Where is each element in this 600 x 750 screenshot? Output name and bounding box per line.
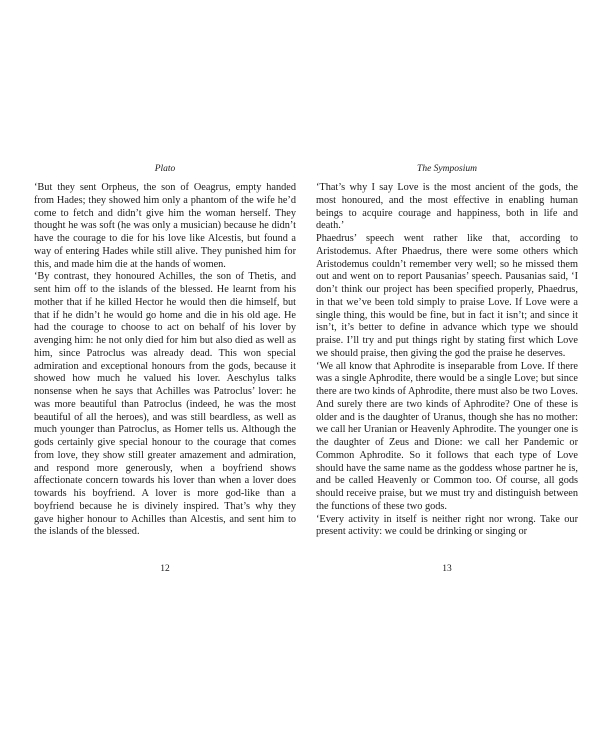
left-page-body	[34, 182, 296, 539]
page-number-right: 13	[442, 564, 452, 574]
page-number-left: 12	[160, 564, 170, 574]
paragraph: Phaedrus’ speech went rather like that, according to Aristodemus. After Phaedrus, there were some others which Aristodemus couldn’t remember very well; so he missed them out and went on to report Pausanias’ speech. Pausanias said, ‘I don’t think our project has been specified properly, Phaedrus, in that we’ve been told simply to praise Love. If Love were a single thing, this would be fine, but in fact it isn’t; and since it isn’t, it’s better to define in advance which type we should praise. I’ll try and put things right by stating first which Love we should praise, then giving the god the praise he deserves.	[316, 233, 578, 359]
running-head-left: Plato	[154, 164, 176, 174]
paragraph: ‘That’s why I say Love is the most ancient of the gods, the most honoured, and the most effective in enabling human beings to acquire courage and happiness, both in life and death.’	[316, 182, 578, 232]
left-page	[34, 0, 296, 750]
right-page-body	[316, 182, 578, 539]
paragraph: ‘Every activity in itself is neither right nor wrong. Take our present activity: we could be drinking or singing or	[316, 513, 578, 538]
paragraph: ‘By contrast, they honoured Achilles, the son of Thetis, and sent him off to the islands of the blessed. He learnt from his mother that if he killed Hector he would then die himself, but that if he didn’t he would go home and die in his old age. He had the courage to choose to act on behalf of his lover by avenging him: he not only died for him but also died as well as him, since Patroclus was already dead. This won special admiration and exceptional honours from the gods, because it showed how much he valued his lover. Aeschylus talks nonsense when he says that Achilles was Patroclus’ lover: he was more beautiful than Patroclus (indeed, he was the most beautiful of all the heroes), and was still beardless, as well as much younger than Patroclus, as Homer tells us. Although the gods certainly give special honour to the courage that comes from love, they show still greater amazement and admiration, and respond more generously, when a boyfriend shows affectionate concern towards his lover than when a lover does towards his boyfriend. A lover is more god-like than a boyfriend because he is divinely inspired. That’s why they gave higher honour to Achilles than Alcestis, and sent him to the islands of the blessed.	[34, 271, 296, 538]
right-page	[316, 0, 578, 750]
running-head-right: The Symposium	[417, 164, 477, 174]
paragraph: ‘But they sent Orpheus, the son of Oeagrus, empty handed from Hades; they showed him only a phantom of the wife he’d come to fetch and didn’t give him the woman herself. They thought he was soft (he was only a musician) because he didn’t have the courage to die for his love like Alcestis, but found a way of entering Hades while still alive. They punished him for this, and made him die at the hands of women.	[34, 182, 296, 270]
paragraph: ‘We all know that Aphrodite is inseparable from Love. If there was a single Aphrodite, there would be a single Love; but since there are two kinds of Aphrodite, there must also be two Loves. And surely there are two kinds of Aphrodite? One of these is older and is the daughter of Uranus, though she has no mother: we call her Uranian or Heavenly Aphrodite. The younger one is the daughter of Zeus and Dione: we call her Pandemic or Common Aphrodite. So it follows that each type of Love should have the same name as the goddess whose partner he is, and be called Heavenly or Common too. Of course, all gods should receive praise, but we must try and distinguish between the functions of these two gods.	[316, 360, 579, 512]
